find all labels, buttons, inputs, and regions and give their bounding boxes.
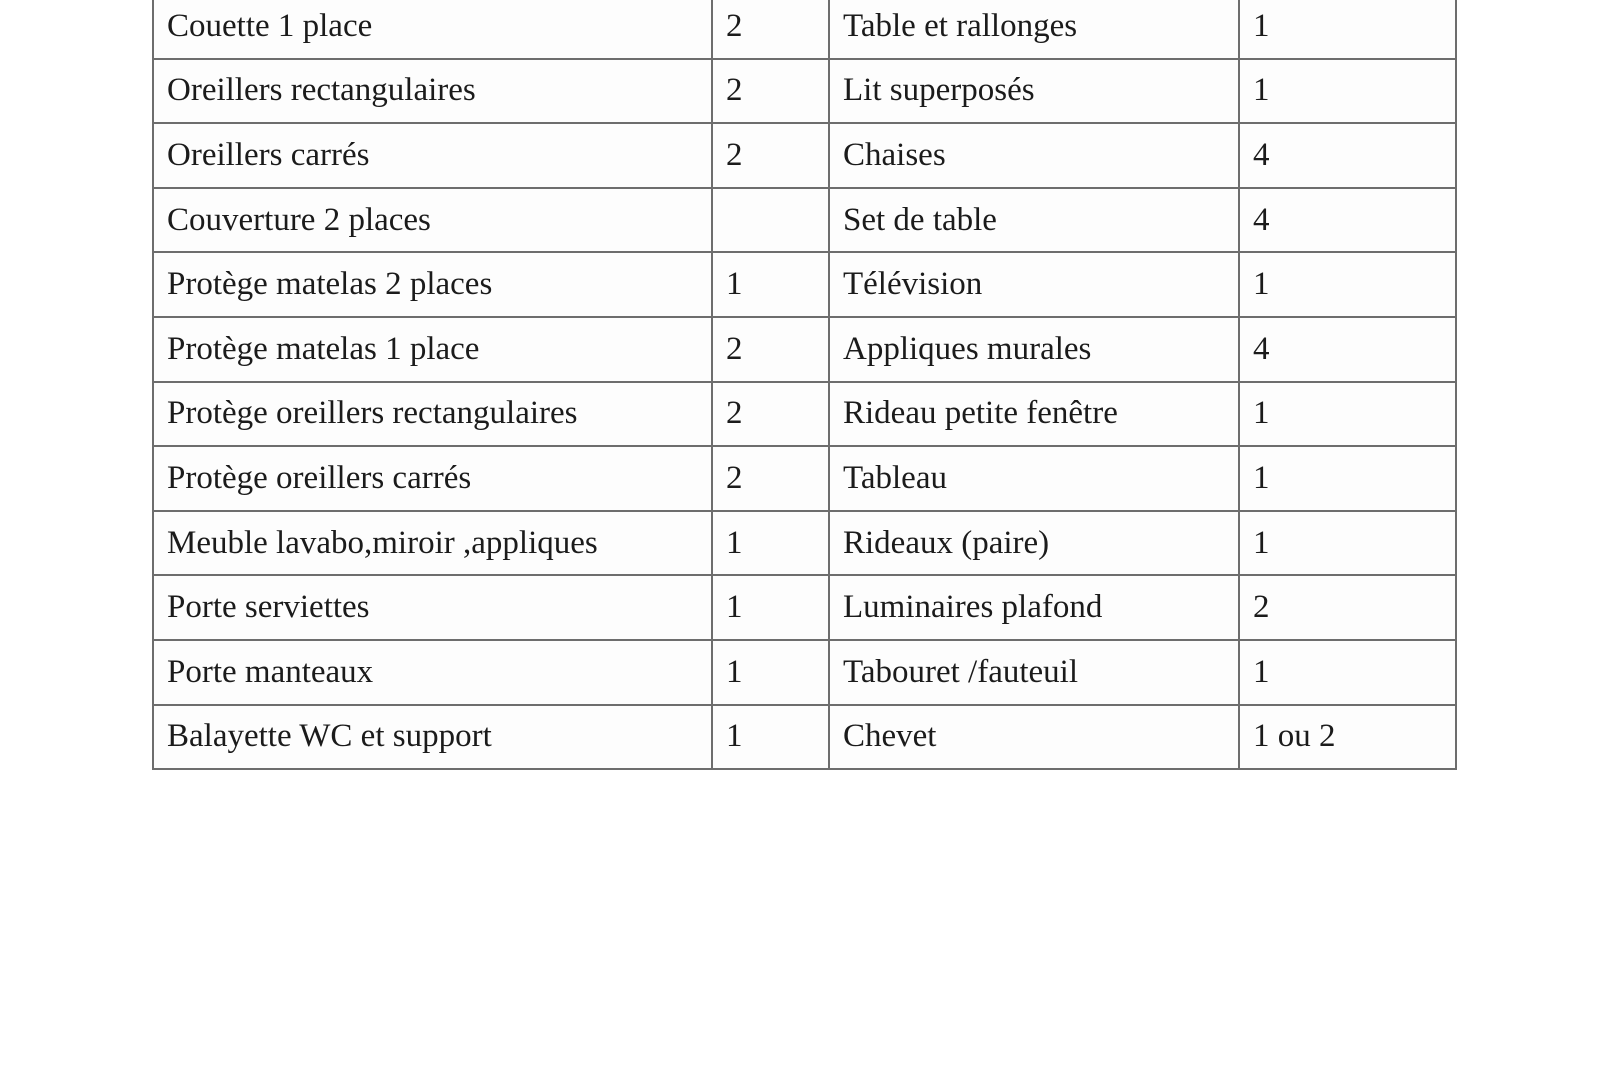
table-row — [154, 512, 1457, 577]
item-name-cell-right: Set de table — [830, 189, 1240, 254]
item-name-cell-right: Tableau — [830, 447, 1240, 512]
quantity-cell-left: 1 — [713, 641, 830, 706]
table-row — [154, 253, 1457, 318]
inventory-table — [152, 0, 1457, 770]
item-name-cell-left: Couette 1 place — [154, 0, 713, 60]
item-name-cell-left: Meuble lavabo,miroir ,appliques — [154, 512, 713, 577]
quantity-cell-left: 1 — [713, 706, 830, 771]
quantity-cell-left: 2 — [713, 60, 830, 125]
item-name-cell-left: Oreillers rectangulaires — [154, 60, 713, 125]
table-row — [154, 576, 1457, 641]
item-name-cell-left: Protège oreillers rectangulaires — [154, 383, 713, 448]
quantity-cell-right: 4 — [1240, 189, 1457, 254]
item-name-cell-left: Porte manteaux — [154, 641, 713, 706]
quantity-cell-right: 1 — [1240, 512, 1457, 577]
item-name-cell-left: Oreillers carrés — [154, 124, 713, 189]
quantity-cell-left: 2 — [713, 447, 830, 512]
quantity-cell-right: 1 — [1240, 383, 1457, 448]
table-row — [154, 60, 1457, 125]
quantity-cell-right: 1 — [1240, 253, 1457, 318]
quantity-cell-left: 1 — [713, 576, 830, 641]
quantity-cell-right: 4 — [1240, 318, 1457, 383]
item-name-cell-right: Lit superposés — [830, 60, 1240, 125]
quantity-cell-left: 2 — [713, 383, 830, 448]
item-name-cell-right: Rideau petite fenêtre — [830, 383, 1240, 448]
quantity-cell-right: 1 — [1240, 447, 1457, 512]
table-row — [154, 383, 1457, 448]
item-name-cell-left: Couverture 2 places — [154, 189, 713, 254]
item-name-cell-right: Télévision — [830, 253, 1240, 318]
quantity-cell-right: 1 — [1240, 0, 1457, 60]
item-name-cell-right: Chaises — [830, 124, 1240, 189]
table-row — [154, 447, 1457, 512]
quantity-cell-right: 1 — [1240, 60, 1457, 125]
quantity-cell-left: 2 — [713, 124, 830, 189]
quantity-cell-left — [713, 189, 830, 254]
table-row — [154, 641, 1457, 706]
item-name-cell-right: Rideaux (paire) — [830, 512, 1240, 577]
item-name-cell-left: Balayette WC et support — [154, 706, 713, 771]
item-name-cell-left: Porte serviettes — [154, 576, 713, 641]
table-row — [154, 318, 1457, 383]
quantity-cell-right: 1 ou 2 — [1240, 706, 1457, 771]
quantity-cell-left: 1 — [713, 512, 830, 577]
table-row — [154, 124, 1457, 189]
item-name-cell-right: Luminaires plafond — [830, 576, 1240, 641]
quantity-cell-left: 2 — [713, 318, 830, 383]
item-name-cell-right: Appliques murales — [830, 318, 1240, 383]
table-row — [154, 706, 1457, 771]
quantity-cell-left: 1 — [713, 253, 830, 318]
item-name-cell-right: Table et rallonges — [830, 0, 1240, 60]
table-row — [154, 0, 1457, 60]
item-name-cell-left: Protège oreillers carrés — [154, 447, 713, 512]
quantity-cell-right: 1 — [1240, 641, 1457, 706]
quantity-cell-right: 2 — [1240, 576, 1457, 641]
item-name-cell-right: Tabouret /fauteuil — [830, 641, 1240, 706]
item-name-cell-right: Chevet — [830, 706, 1240, 771]
quantity-cell-right: 4 — [1240, 124, 1457, 189]
item-name-cell-left: Protège matelas 2 places — [154, 253, 713, 318]
quantity-cell-left: 2 — [713, 0, 830, 60]
item-name-cell-left: Protège matelas 1 place — [154, 318, 713, 383]
table-row — [154, 189, 1457, 254]
